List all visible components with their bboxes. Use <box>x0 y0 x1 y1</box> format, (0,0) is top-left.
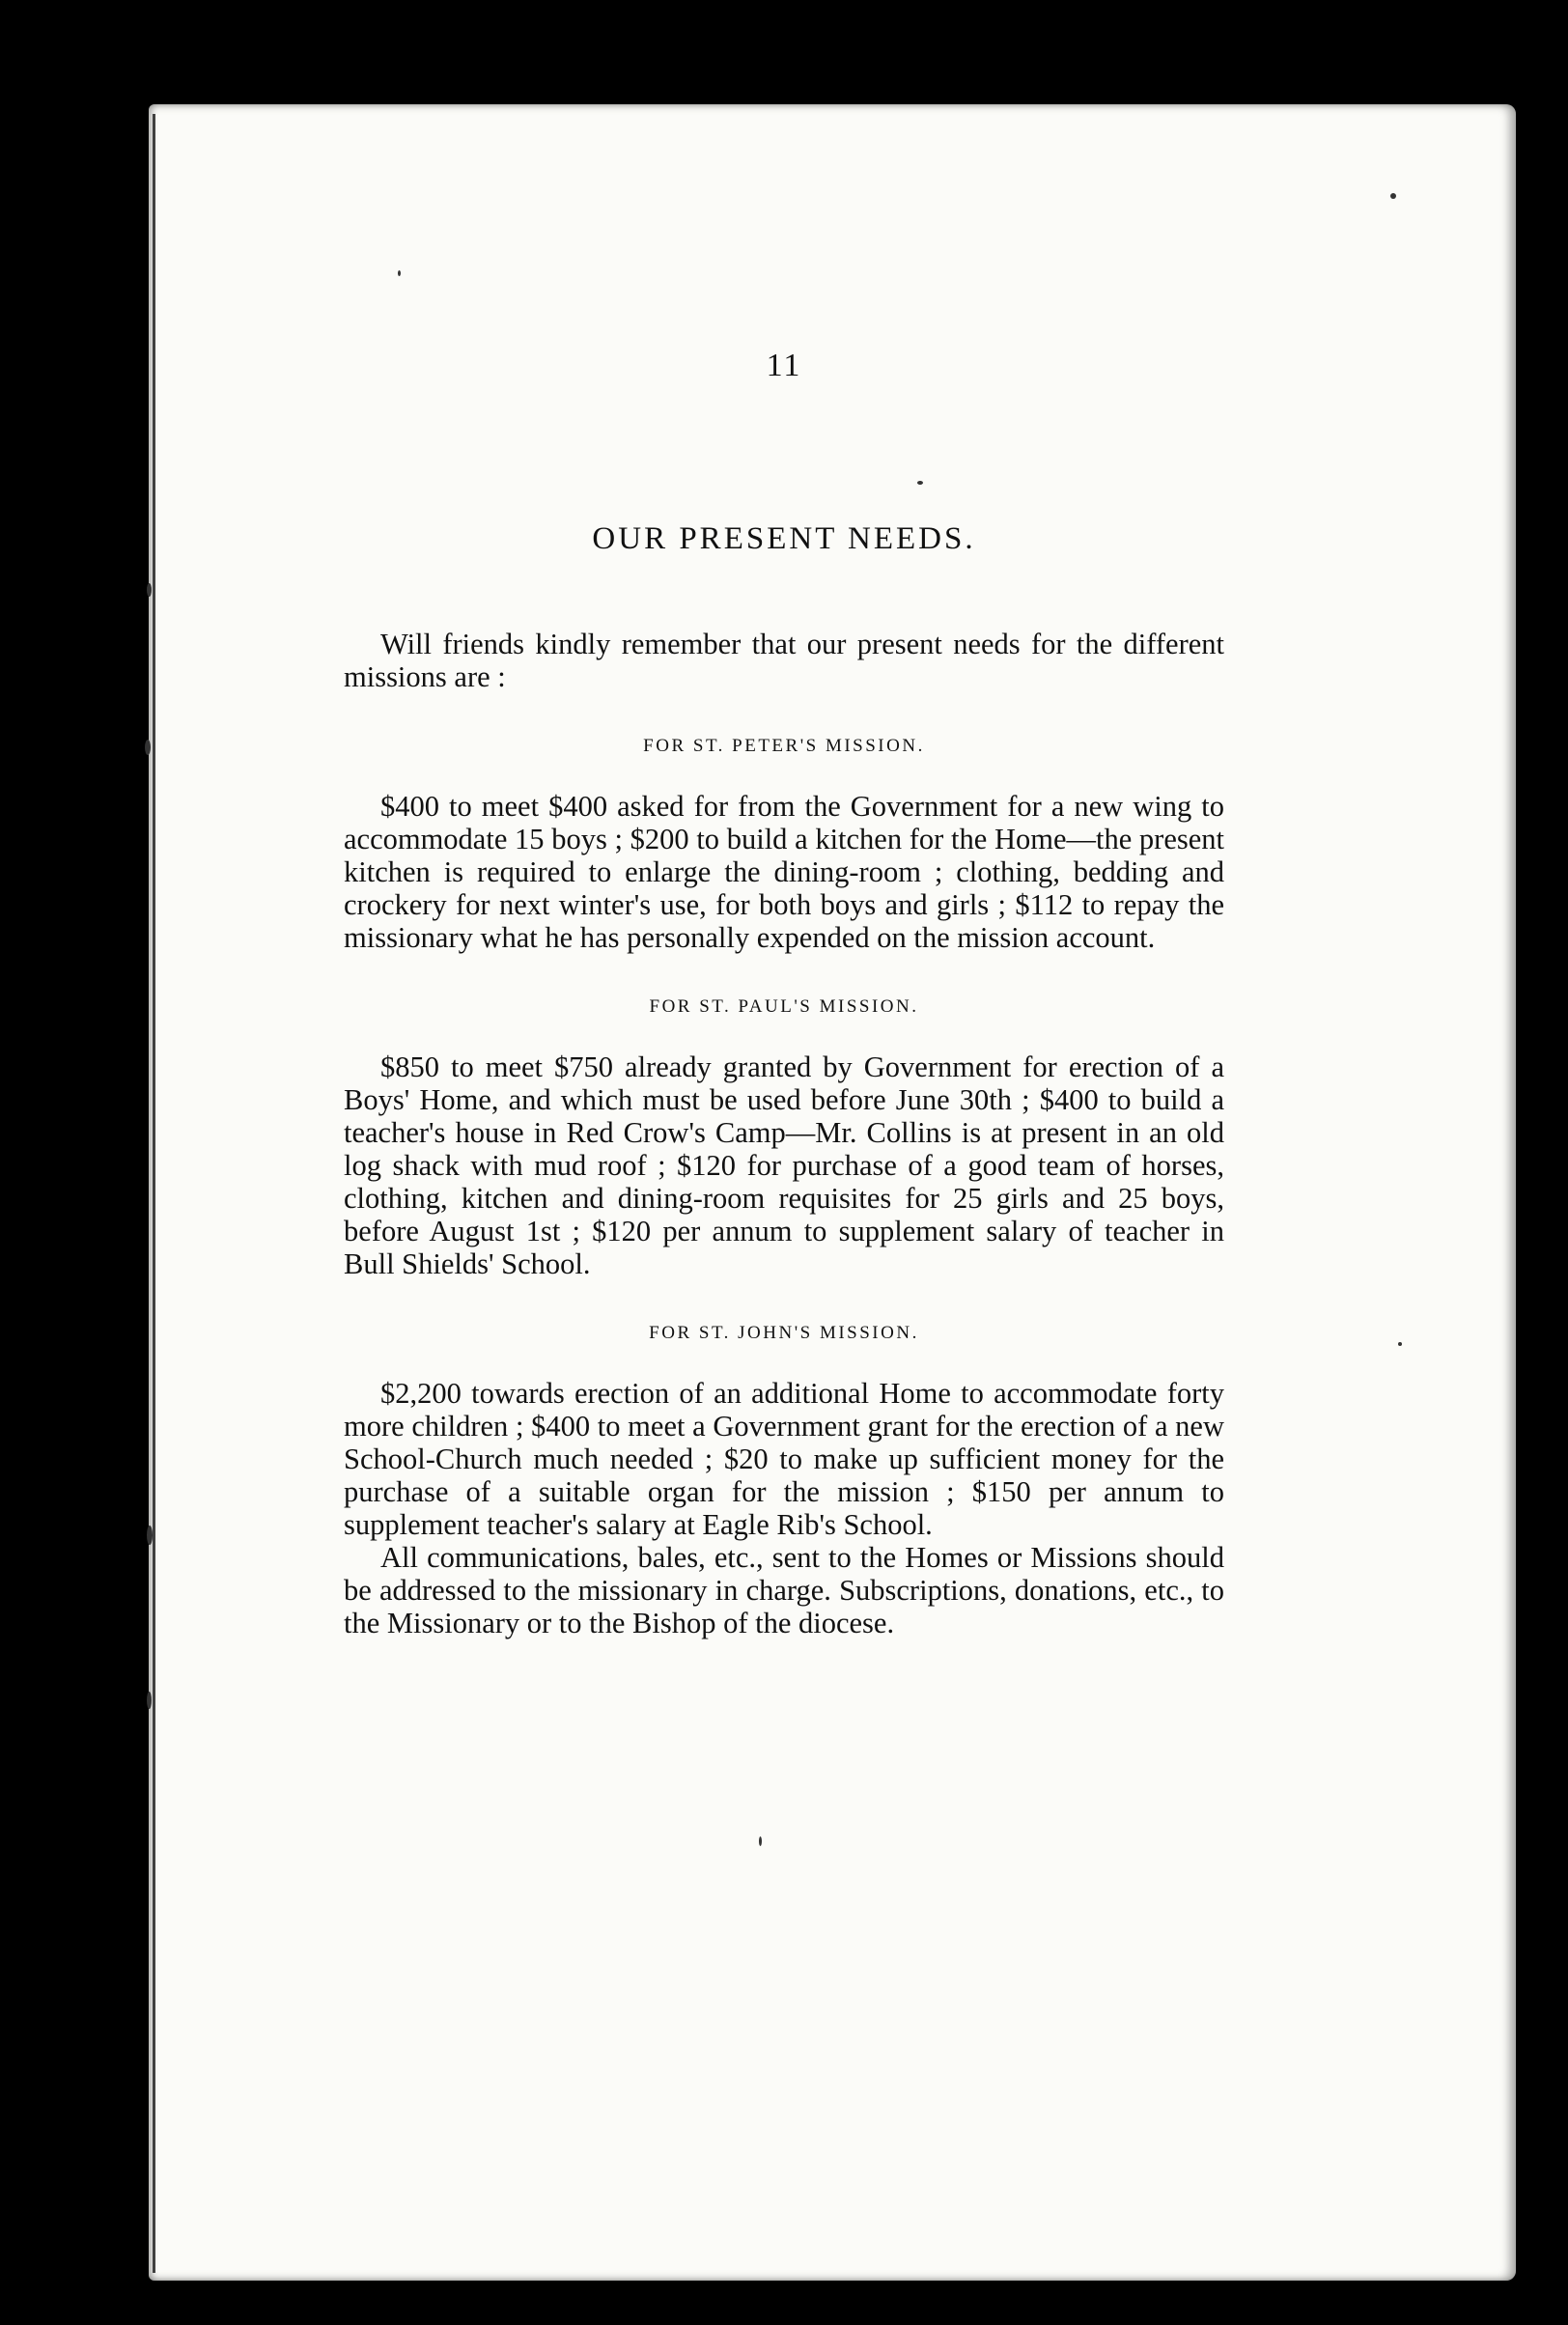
section-text-st-pauls: $850 to meet $750 already granted by Government for erection of a Boys' Home, and which must be used before June 30th ; $400 to build a teacher's house in Red Crow's Camp—Mr. Collins is at present in an old log shack with mud roof ; $120 for purchase of a good team of horses, clothing, kitchen and dining-room requisites for 25 girls and 25 boys, before August 1st ; $120 per annum to supplement salary of teacher in Bull Shields' School. <box>344 1050 1224 1280</box>
section-title-st-johns: FOR ST. JOHN'S MISSION. <box>649 1323 919 1343</box>
closing-paragraph: All communications, bales, etc., sent to the Homes or Missions should be addressed to the missionary in charge. Subscriptions, donations, etc., to the Missionary or to the Bishop of the diocese. <box>344 1541 1224 1639</box>
document-body <box>344 628 1224 1639</box>
section-text-st-johns: $2,200 towards erection of an additional Home to accommodate forty more children ; $400 to meet a Government grant for the erection of a new School-Church much needed ; $20 to make up sufficient money for the purchase of a suitable organ for the mission ; $150 per annum to supplement teacher's salary at Eagle Rib's School. <box>344 1377 1224 1541</box>
section-title-st-pauls: FOR ST. PAUL'S MISSION. <box>649 996 919 1017</box>
page-heading: OUR PRESENT NEEDS. <box>592 521 976 556</box>
section-title-st-peters: FOR ST. PETER'S MISSION. <box>643 736 925 756</box>
page-number: 11 <box>766 348 802 383</box>
section-text-st-peters: $400 to meet $400 asked for from the Government for a new wing to accommodate 15 boys ; $200 to build a kitchen for the Home—the present kitchen is required to enlarge the dining-room ; clothing, bedding and crockery for next winter's use, for both boys and girls ; $112 to repay the missionary what he has personally expended on the mission account. <box>344 790 1224 954</box>
binding-edge <box>153 114 155 2273</box>
intro-paragraph: Will friends kindly remember that our present needs for the different missions are : <box>344 628 1224 693</box>
